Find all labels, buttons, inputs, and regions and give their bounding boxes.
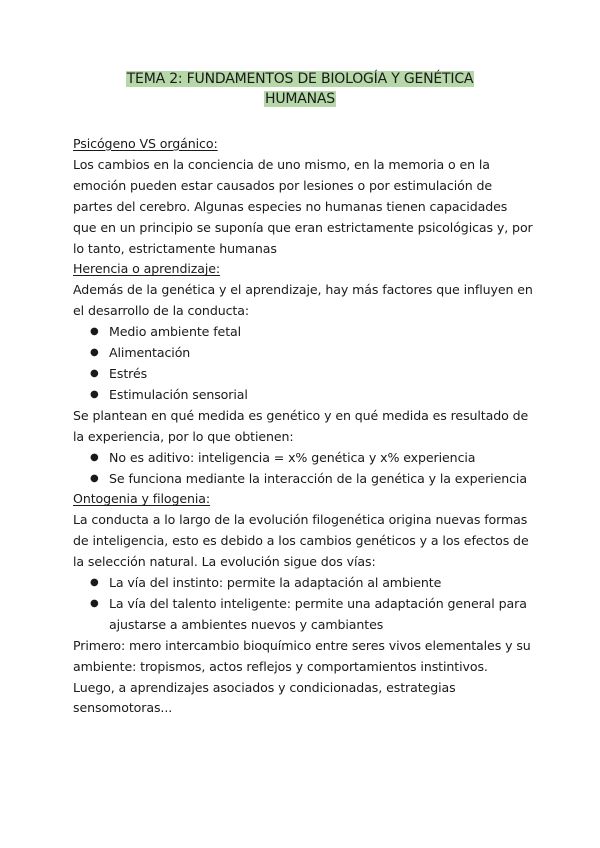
bullet-icon: ●: [90, 326, 99, 338]
list-item-text: Medio ambiente fetal: [109, 324, 242, 340]
section-heading-ontogenia: Ontogenia y filogenia:: [73, 491, 211, 507]
bullet-icon: ●: [90, 577, 99, 589]
list-item: [73, 594, 533, 636]
bullet-icon: ●: [90, 451, 99, 463]
section-heading-herencia: Herencia o aprendizaje:: [73, 261, 221, 277]
list-item-text: Alimentación: [109, 345, 191, 361]
section-closing-ontogenia: Primero: mero intercambio bioquímico entre seres vivos elementales y su ambiente: tropismos, actos reflejos y comportamientos instintivos. Luego, a aprendizajes asociados y condicionadas, estrategias sensomotoras...: [73, 637, 531, 716]
list-item-text: Estimulación sensorial: [109, 386, 248, 402]
list-item-text: Estrés: [109, 365, 148, 381]
bullet-icon: ●: [90, 597, 99, 609]
document-title: [0, 69, 600, 109]
list-item: [73, 364, 533, 385]
bullet-icon: ●: [90, 367, 99, 379]
list-item: [73, 343, 533, 364]
title-line-2: HUMANAS: [265, 91, 335, 107]
section-body-psicogeno: Los cambios en la conciencia de uno mismo, en la memoria o en la emoción pueden estar causados por lesiones o por estimulación de partes del cerebro. Algunas especies no humanas tienen capacidades que en un principio se suponía que eran estrictamente psicológicas y, por lo tanto, estrictamente humanas: [73, 156, 533, 256]
bullet-icon: ●: [90, 472, 99, 484]
list-item: [73, 469, 533, 490]
list-item-text: No es aditivo: inteligencia = x% genética y x% experiencia: [109, 449, 476, 465]
section-middle-herencia: Se plantean en qué medida es genético y en qué medida es resultado de la experiencia, por lo que obtienen:: [73, 407, 529, 444]
section-intro-ontogenia: La conducta a lo largo de la evolución filogenética origina nuevas formas de inteligencia, esto es debido a los cambios genéticos y a los efectos de la selección natural. La evolución sigue dos vías:: [73, 512, 529, 570]
list-item: [73, 573, 533, 594]
bullet-icon: ●: [90, 347, 99, 359]
bullet-icon: ●: [90, 388, 99, 400]
section-heading-psicogeno: Psicógeno VS orgánico:: [73, 136, 218, 151]
document-body: [73, 134, 533, 719]
factors-list: [73, 322, 533, 406]
list-item-text: Se funciona mediante la interacción de la genética y la experiencia: [109, 470, 527, 486]
paths-list: [73, 573, 533, 636]
section-intro-herencia: Además de la genética y el aprendizaje, hay más factores que influyen en el desarrollo de la conducta:: [73, 282, 533, 319]
list-item: [73, 385, 533, 406]
list-item-text: La vía del instinto: permite la adaptación al ambiente: [109, 575, 442, 591]
title-line-1: TEMA 2: FUNDAMENTOS DE BIOLOGÍA Y GENÉTICA: [126, 71, 474, 87]
list-item-text: La vía del talento inteligente: permite una adaptación general para ajustarse a ambientes nuevos y cambiantes: [109, 595, 527, 632]
conclusions-list: [73, 448, 533, 490]
list-item: [73, 322, 533, 343]
list-item: [73, 448, 533, 469]
